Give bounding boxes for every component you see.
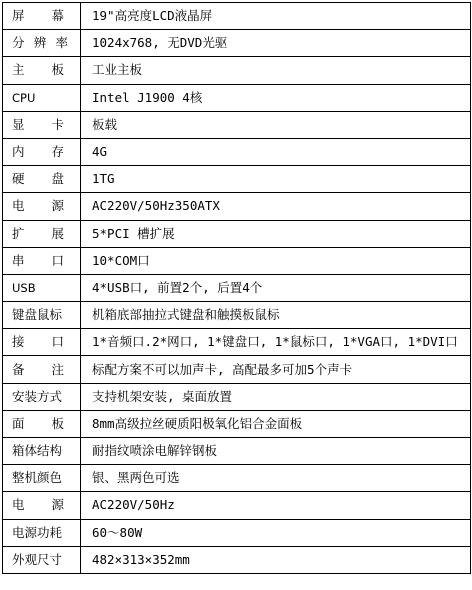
spec-value-cell <box>81 111 471 138</box>
spec-label-cell <box>3 84 81 111</box>
spec-label-cell <box>3 166 81 193</box>
table-row <box>3 30 471 57</box>
table-row <box>3 57 471 84</box>
spec-label-char: 显 <box>12 116 25 132</box>
spec-value: Intel J1900 4核 <box>92 89 203 105</box>
spec-label: 安装方式 <box>12 388 63 404</box>
spec-value-cell <box>81 410 471 437</box>
spec-value: 1024x768, 无DVD光驱 <box>92 35 228 51</box>
spec-label-cell <box>3 356 81 383</box>
spec-label-char: 卡 <box>51 116 64 132</box>
table-row <box>3 138 471 165</box>
spec-label-char: 接 <box>12 334 25 350</box>
spec-label-char: 存 <box>51 144 64 160</box>
spec-value-cell <box>81 492 471 519</box>
spec-value: 工业主板 <box>92 62 143 78</box>
spec-label-cell <box>3 492 81 519</box>
spec-value-cell <box>81 166 471 193</box>
spec-label-char: 盘 <box>51 171 64 187</box>
spec-value: 耐指纹喷涂电解锌钢板 <box>92 443 218 459</box>
table-row <box>3 166 471 193</box>
spec-label-cell <box>3 465 81 492</box>
spec-label-char: 备 <box>12 361 25 377</box>
table-row <box>3 383 471 410</box>
spec-label: CPU <box>12 90 36 105</box>
spec-value-cell <box>81 465 471 492</box>
spec-label-char: 口 <box>51 334 64 350</box>
table-row <box>3 465 471 492</box>
table-row <box>3 438 471 465</box>
spec-label-char: 面 <box>12 415 25 431</box>
spec-value-cell <box>81 30 471 57</box>
spec-value-cell <box>81 302 471 329</box>
spec-value-cell <box>81 220 471 247</box>
spec-label-cell <box>3 57 81 84</box>
spec-label-char: 源 <box>51 198 64 214</box>
spec-value-cell <box>81 247 471 274</box>
spec-table <box>2 2 471 574</box>
table-row <box>3 302 471 329</box>
table-row <box>3 193 471 220</box>
spec-value-cell <box>81 519 471 546</box>
spec-label-char: 分 <box>12 35 25 51</box>
spec-label-char: 注 <box>51 361 64 377</box>
spec-value-cell <box>81 138 471 165</box>
spec-value-cell <box>81 84 471 111</box>
spec-label: 箱体结构 <box>12 443 63 459</box>
spec-label-cell <box>3 193 81 220</box>
spec-label-char: 电 <box>12 497 25 513</box>
spec-label-char: 内 <box>12 144 25 160</box>
spec-label-char: 展 <box>51 225 64 241</box>
table-row <box>3 3 471 30</box>
spec-label-char: 串 <box>12 252 25 268</box>
table-row <box>3 356 471 383</box>
spec-value: 8mm高级拉丝硬质阳极氧化铝合金面板 <box>92 415 303 431</box>
spec-value: AC220V/50Hz350ATX <box>92 198 220 214</box>
spec-label <box>12 363 64 377</box>
table-row <box>3 274 471 301</box>
spec-label-char: 口 <box>51 252 64 268</box>
spec-label <box>12 145 64 159</box>
spec-value: AC220V/50Hz <box>92 497 175 513</box>
spec-label: 电源功耗 <box>12 524 63 540</box>
spec-label-cell <box>3 111 81 138</box>
table-row <box>3 546 471 573</box>
spec-label-cell <box>3 546 81 573</box>
spec-label <box>12 118 64 132</box>
spec-label <box>12 36 68 50</box>
spec-label: 外观尺寸 <box>12 551 63 567</box>
spec-label-cell <box>3 302 81 329</box>
spec-label-char: 屏 <box>12 8 25 24</box>
spec-label: 键盘鼠标 <box>12 307 63 323</box>
spec-value-cell <box>81 356 471 383</box>
spec-label-char: 硬 <box>12 171 25 187</box>
spec-label-char: 板 <box>51 62 64 78</box>
table-row <box>3 519 471 546</box>
spec-value: 1TG <box>92 171 115 187</box>
spec-label-cell <box>3 438 81 465</box>
spec-value-cell <box>81 383 471 410</box>
spec-value: 4*USB口, 前置2个, 后置4个 <box>92 279 263 295</box>
table-row <box>3 220 471 247</box>
spec-label <box>12 9 64 23</box>
spec-value: 19"高亮度LCD液晶屏 <box>92 8 213 24</box>
spec-label <box>12 172 64 186</box>
spec-label <box>12 227 64 241</box>
spec-label-cell <box>3 383 81 410</box>
spec-label-char: 板 <box>51 415 64 431</box>
spec-label-cell <box>3 30 81 57</box>
spec-value-cell <box>81 438 471 465</box>
spec-label-cell <box>3 220 81 247</box>
table-row <box>3 247 471 274</box>
spec-value: 10*COM口 <box>92 252 150 268</box>
table-row <box>3 492 471 519</box>
spec-label: 整机颜色 <box>12 470 63 486</box>
spec-value-cell <box>81 3 471 30</box>
spec-label-cell <box>3 138 81 165</box>
spec-value: 5*PCI 槽扩展 <box>92 225 175 241</box>
spec-label-char: 电 <box>12 198 25 214</box>
spec-value: 机箱底部抽拉式键盘和触摸板鼠标 <box>92 307 280 323</box>
spec-value: 板载 <box>92 116 118 132</box>
spec-label-cell <box>3 410 81 437</box>
spec-label <box>12 335 64 349</box>
spec-label-cell <box>3 274 81 301</box>
spec-label-char: 主 <box>12 62 25 78</box>
spec-label <box>12 498 64 512</box>
spec-value: 4G <box>92 144 108 160</box>
spec-value: 60～80W <box>92 524 143 540</box>
table-row <box>3 84 471 111</box>
spec-value-cell <box>81 274 471 301</box>
spec-value: 银、黑两色可选 <box>92 470 180 486</box>
spec-value: 482×313×352mm <box>92 551 190 567</box>
spec-label <box>12 254 64 268</box>
spec-label-char: 扩 <box>12 225 25 241</box>
spec-value-cell <box>81 57 471 84</box>
spec-label <box>12 199 64 213</box>
spec-label-char: 率 <box>55 35 68 51</box>
spec-value: 支持机架安装, 桌面放置 <box>92 388 233 404</box>
spec-label: USB <box>12 280 36 295</box>
spec-value-cell <box>81 329 471 356</box>
spec-label-cell <box>3 519 81 546</box>
table-row <box>3 329 471 356</box>
spec-label <box>12 63 64 77</box>
spec-label-cell <box>3 3 81 30</box>
spec-value: 标配方案不可以加声卡, 高配最多可加5个声卡 <box>92 361 353 377</box>
spec-table-body <box>3 3 471 574</box>
spec-value-cell <box>81 193 471 220</box>
table-row <box>3 410 471 437</box>
spec-value: 1*音频口.2*网口, 1*键盘口, 1*鼠标口, 1*VGA口, 1*DVI口 <box>92 334 458 350</box>
spec-label-char: 源 <box>51 497 64 513</box>
spec-label-char: 辨 <box>33 35 47 51</box>
spec-label-cell <box>3 329 81 356</box>
spec-label-cell <box>3 247 81 274</box>
spec-value-cell <box>81 546 471 573</box>
spec-label <box>12 417 64 431</box>
table-row <box>3 111 471 138</box>
spec-label-char: 幕 <box>51 8 64 24</box>
